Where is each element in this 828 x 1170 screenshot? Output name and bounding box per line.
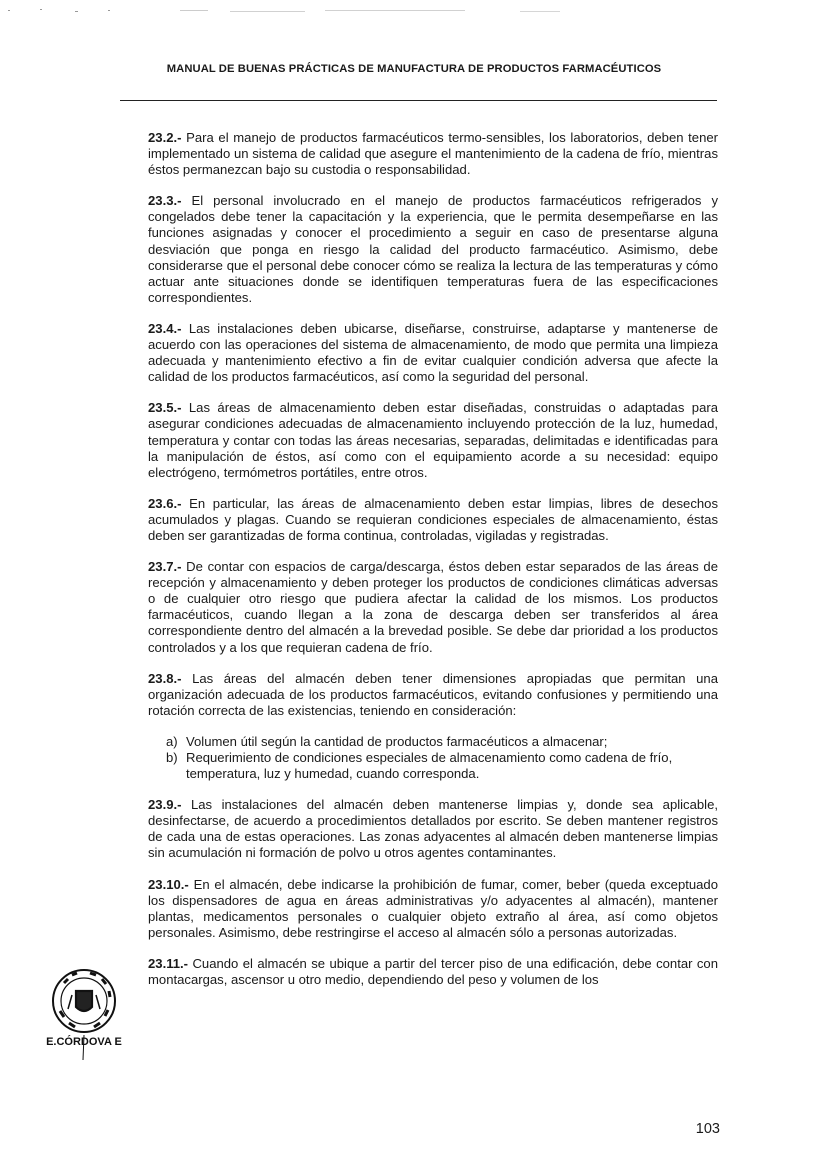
section-text: Las instalaciones deben ubicarse, diseñarse, construirse, adaptarse y mantenerse de acuerdo con las operaciones del sistema de almacenamiento, de modo que permita una limpieza adecuada y mantenimiento efectivo a fin de evitar cualquier condición adversa que afecte la calidad de los productos farmacéuticos, así como la seguridad del personal. xyxy=(148,320,718,385)
section-text: En particular, las áreas de almacenamiento deben estar limpias, libres de desechos acumulados y plagas. Cuando se requieran condiciones especiales de almacenamiento, éstas deben ser garantizadas de forma continua, controladas, vigiladas y registradas. xyxy=(148,495,718,543)
section-number: 23.3.- xyxy=(148,193,182,209)
section-text: Las áreas de almacenamiento deben estar diseñadas, construidas o adaptadas para asegurar condiciones adecuadas de almacenamiento incluyendo protección de la luz, humedad, temperatura y contar con todas las áreas necesarias, separadas, delimitadas e identificadas para la manipulación de éstos, así como con el equipamiento acorde a su necesidad: equipo electrógeno, termómetros portátiles, entre otros. xyxy=(148,400,718,480)
seal-signature: E.CÓRDOVA E xyxy=(46,1036,122,1048)
section-number: 23.10.- xyxy=(148,876,189,892)
page-number: 103 xyxy=(695,1121,720,1137)
list-marker: b) xyxy=(166,750,178,765)
document-body xyxy=(148,130,718,1003)
section-text: De contar con espacios de carga/descarga, éstos deben estar separados de las áreas de recepción y almacenamiento y deben proteger los productos de condiciones climáticas adversas o de cualquier otro riesgo que pudiera afectar la calidad de los mismos. Los productos farmacéuticos, cuando llegan a la zona de descarga deben ser transferidos al área correspondiente dentro del almacén a la brevedad posible. Se debe dar prioridad a los productos controlados y a los que requieran cadena de frío. xyxy=(148,559,718,655)
section-23-10 xyxy=(148,877,718,941)
section-23-7 xyxy=(148,559,718,656)
section-23-3 xyxy=(148,193,718,306)
scan-noise xyxy=(0,0,828,20)
section-23-11 xyxy=(148,956,718,988)
section-text: El personal involucrado en el manejo de productos farmacéuticos refrigerados y congelados debe tener la capacitación y la experiencia, que le permita desempeñarse en las funciones asignadas y conocer el procedimiento a seguir en caso de presentarse alguna desviación que ponga en riesgo la calidad del producto farmacéutico. Asimismo, debe considerarse que el personal debe conocer cómo se realiza la lectura de las temperaturas y cómo actuar ante situaciones donde se identifiquen temperaturas fuera de las especificaciones correspondientes. xyxy=(148,193,718,305)
section-number: 23.6.- xyxy=(148,495,182,511)
section-number: 23.8.- xyxy=(148,670,182,686)
section-23-8 xyxy=(148,671,718,719)
section-text: En el almacén, debe indicarse la prohibición de fumar, comer, beber (queda exceptuado los dispensadores de agua en áreas administrativas y/o adyacentes al almacén), mantener plantas, medicamentos personales o cualquier objeto extraño al área, así como objetos personales. Asimismo, debe restringirse el acceso al almacén sólo a personas autorizadas. xyxy=(148,876,718,940)
section-23-2 xyxy=(148,130,718,178)
section-23-5 xyxy=(148,400,718,480)
official-seal-stamp xyxy=(42,965,126,1061)
section-number: 23.9.- xyxy=(148,797,182,813)
header-divider xyxy=(120,100,717,101)
section-number: 23.11.- xyxy=(148,955,189,971)
section-23-9 xyxy=(148,797,718,861)
section-text: Para el manejo de productos farmacéuticos termo-sensibles, los laboratorios, deben tener implementado un sistema de calidad que asegure el mantenimiento de la cadena de frío, mientras éstos permanezcan bajo su custodia o responsabilidad. xyxy=(148,130,718,178)
document-header-title: MANUAL DE BUENAS PRÁCTICAS DE MANUFACTURA DE PRODUCTOS FARMACÉUTICOS xyxy=(166,63,662,75)
section-text: Las áreas del almacén deben tener dimensiones apropiadas que permitan una organización adecuada de los productos farmacéuticos, evitando confusiones y permitiendo una rotación correcta de las existencias, teniendo en consideración: xyxy=(148,670,718,718)
list-marker: a) xyxy=(166,733,178,749)
list-item xyxy=(166,750,718,782)
list-item xyxy=(166,734,718,750)
section-23-6 xyxy=(148,496,718,544)
section-23-8-list xyxy=(148,734,718,782)
list-item-text: Volumen útil según la cantidad de productos farmacéuticos a almacenar; xyxy=(186,733,608,749)
section-23-4 xyxy=(148,321,718,385)
section-number: 23.4.- xyxy=(148,320,182,336)
list-item-text: Requerimiento de condiciones especiales de almacenamiento como cadena de frío, temperatura, luz y humedad, cuando corresponda. xyxy=(186,750,673,782)
section-number: 23.7.- xyxy=(148,559,182,575)
section-text: Las instalaciones del almacén deben mantenerse limpias y, donde sea aplicable, desinfectarse, de acuerdo a procedimientos detallados por escrito. Se deben mantener registros de cada una de estas operaciones. Las zonas adyacentes al almacén deben mantenerse limpias sin acumulación ni formación de polvo u otros agentes contaminantes. xyxy=(148,797,718,861)
section-text: Cuando el almacén se ubique a partir del tercer piso de una edificación, debe contar con montacargas, ascensor u otro medio, dependiendo del peso y volumen de los xyxy=(148,955,718,988)
section-number: 23.5.- xyxy=(148,400,182,416)
section-number: 23.2.- xyxy=(148,130,182,145)
